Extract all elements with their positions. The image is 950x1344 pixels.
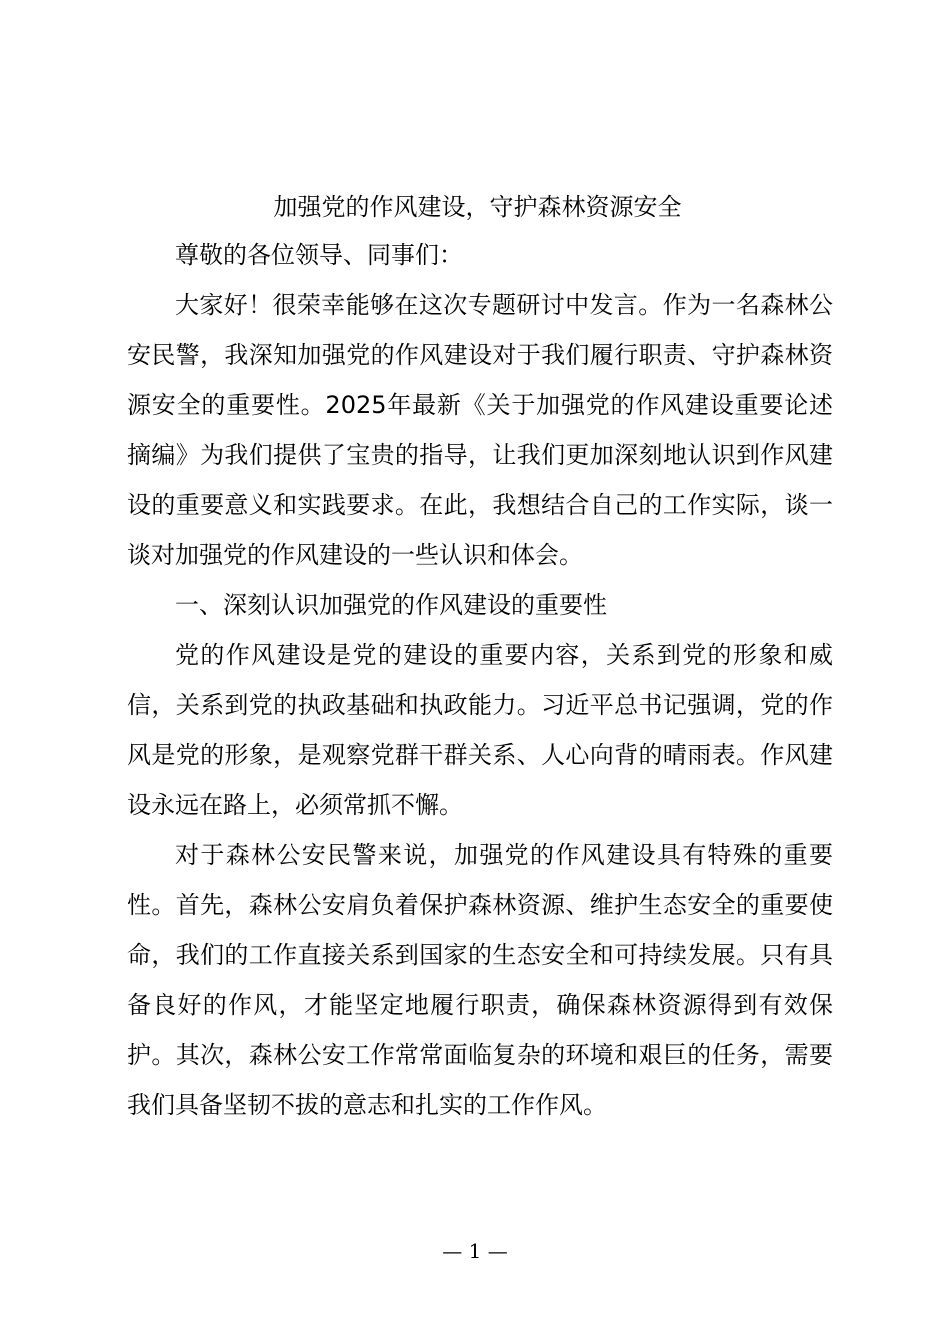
document-title: 加强党的作风建设，守护森林资源安全 bbox=[273, 193, 682, 221]
body-paragraph: 党的作风建设是党的建设的重要内容，关系到党的形象和威信，关系到党的执政基础和执政能力。习近平总书记强调，党的作风是党的形象，是观察党群干群关系、人心向背的晴雨表。作风建设永远在路上，必须常抓不懈。 bbox=[127, 641, 833, 819]
page-number: — 1 — bbox=[442, 1239, 508, 1263]
salutation-paragraph: 尊敬的各位领导、同事们： bbox=[175, 241, 463, 269]
opening-paragraph: 大家好！很荣幸能够在这次专题研讨中发言。作为一名森林公安民警，我深知加强党的作风建设对于我们履行职责、守护森林资源安全的重要性。2025年最新《关于加强党的作风建设重要论述摘编》为我们提供了宝贵的指导，让我们更加深刻地认识到作风建设的重要意义和实践要求。在此，我想结合自己的工作实际，谈一谈对加强党的作风建设的一些认识和体会。 bbox=[127, 291, 833, 569]
section-heading: 一、深刻认识加强党的作风建设的重要性 bbox=[175, 591, 607, 619]
body-paragraph: 对于森林公安民警来说，加强党的作风建设具有特殊的重要性。首先，森林公安肩负着保护森林资源、维护生态安全的重要使命，我们的工作直接关系到国家的生态安全和可持续发展。只有具备良好的作风，才能坚定地履行职责，确保森林资源得到有效保护。其次，森林公安工作常常面临复杂的环境和艰巨的任务，需要我们具备坚韧不拔的意志和扎实的工作作风。 bbox=[127, 841, 833, 1119]
document-body bbox=[127, 230, 833, 1130]
